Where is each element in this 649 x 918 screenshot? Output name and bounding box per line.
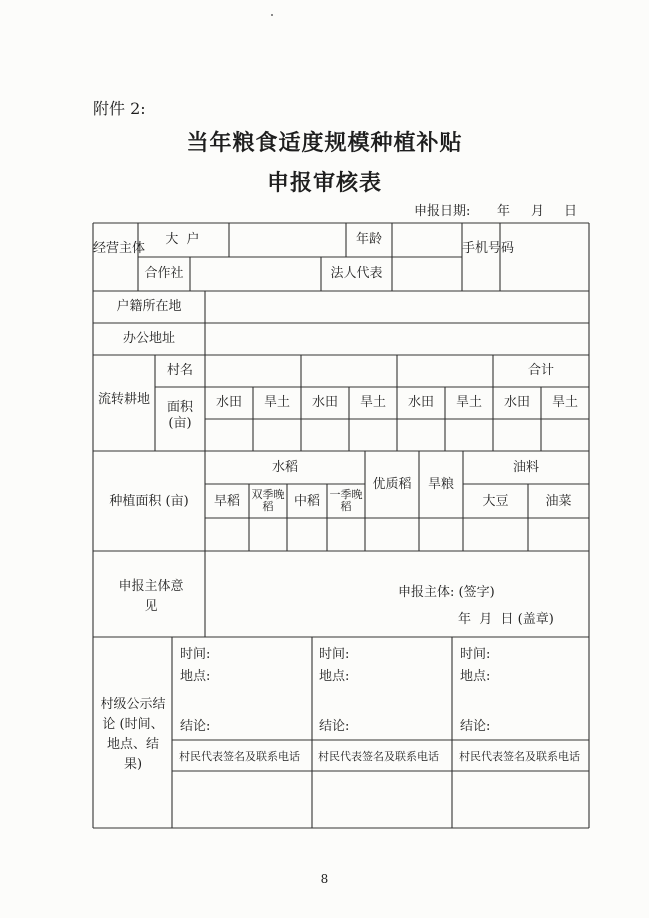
rice-label: 水稻 <box>271 460 298 475</box>
double-late-rice-label: 双季晚稻 <box>251 488 285 513</box>
office-address-label: 办公地址 <box>122 331 175 346</box>
planting-area-label: 种植面积 (亩) <box>109 494 189 509</box>
date-year: 年 <box>497 204 511 219</box>
dry-land-label-3: 旱土 <box>455 395 482 410</box>
date-day: 日 <box>564 204 578 219</box>
paddy-label-total: 水田 <box>503 395 530 410</box>
dry-land-label-total: 旱土 <box>551 395 578 410</box>
rapeseed-label: 油菜 <box>545 494 572 509</box>
conclusion-label-1: 结论: <box>180 719 211 734</box>
total-label: 合计 <box>527 363 554 378</box>
mid-rice-label: 中稻 <box>293 494 320 509</box>
attachment-label: 附件 2: <box>93 99 146 118</box>
applicant-sign-label: 申报主体: (签字) <box>398 585 495 600</box>
place-label-3: 地点: <box>460 669 491 684</box>
dry-grain-label: 旱粮 <box>427 477 454 492</box>
place-label-2: 地点: <box>319 669 350 684</box>
place-label-1: 地点: <box>180 669 211 684</box>
area-label: 面积(亩) <box>166 400 193 431</box>
sign-date-label: 年 月 日 (盖章) <box>458 612 554 627</box>
conclusion-label-2: 结论: <box>319 719 350 734</box>
date-month: 月 <box>531 204 545 219</box>
legal-rep-label: 法人代表 <box>330 266 383 281</box>
oil-crops-label: 油料 <box>512 460 539 475</box>
mobile-label: 手机号码 <box>462 241 515 256</box>
registered-residence-label: 户籍所在地 <box>116 299 182 314</box>
cooperative-label: 合作社 <box>144 266 184 281</box>
dry-land-label-1: 旱土 <box>263 395 290 410</box>
village-name-label: 村名 <box>166 363 193 378</box>
single-late-rice-label: 一季晚稻 <box>329 488 363 513</box>
rep-signature-label-3: 村民代表签名及联系电话 <box>459 750 580 763</box>
paddy-label-3: 水田 <box>407 395 434 410</box>
early-rice-label: 早稻 <box>213 494 240 509</box>
applicant-opinion-label: 申报主体意见 <box>118 579 184 614</box>
document-title-line2: 申报审核表 <box>266 170 382 196</box>
village-publicity-label: 村级公示结论 (时间、地点、结果) <box>100 697 166 772</box>
conclusion-label-3: 结论: <box>460 719 491 734</box>
paddy-label-1: 水田 <box>215 395 242 410</box>
document-title-line1: 当年粮食适度规模种植补贴 <box>186 130 463 156</box>
quality-rice-label: 优质稻 <box>372 477 412 492</box>
big-household-label: 大 户 <box>165 232 202 247</box>
soybean-label: 大豆 <box>482 494 509 509</box>
operator-label: 经营主体 <box>93 241 146 256</box>
time-label-2: 时间: <box>319 647 350 662</box>
transferred-land-label: 流转耕地 <box>97 392 150 407</box>
dry-land-label-2: 旱土 <box>359 395 386 410</box>
time-label-1: 时间: <box>180 647 211 662</box>
rep-signature-label-2: 村民代表签名及联系电话 <box>318 750 439 763</box>
paddy-label-2: 水田 <box>311 395 338 410</box>
date-label: 申报日期: <box>414 204 471 219</box>
page-number: 8 <box>320 872 329 886</box>
rep-signature-label-1: 村民代表签名及联系电话 <box>179 750 300 763</box>
age-label: 年龄 <box>355 232 382 247</box>
time-label-3: 时间: <box>460 647 491 662</box>
